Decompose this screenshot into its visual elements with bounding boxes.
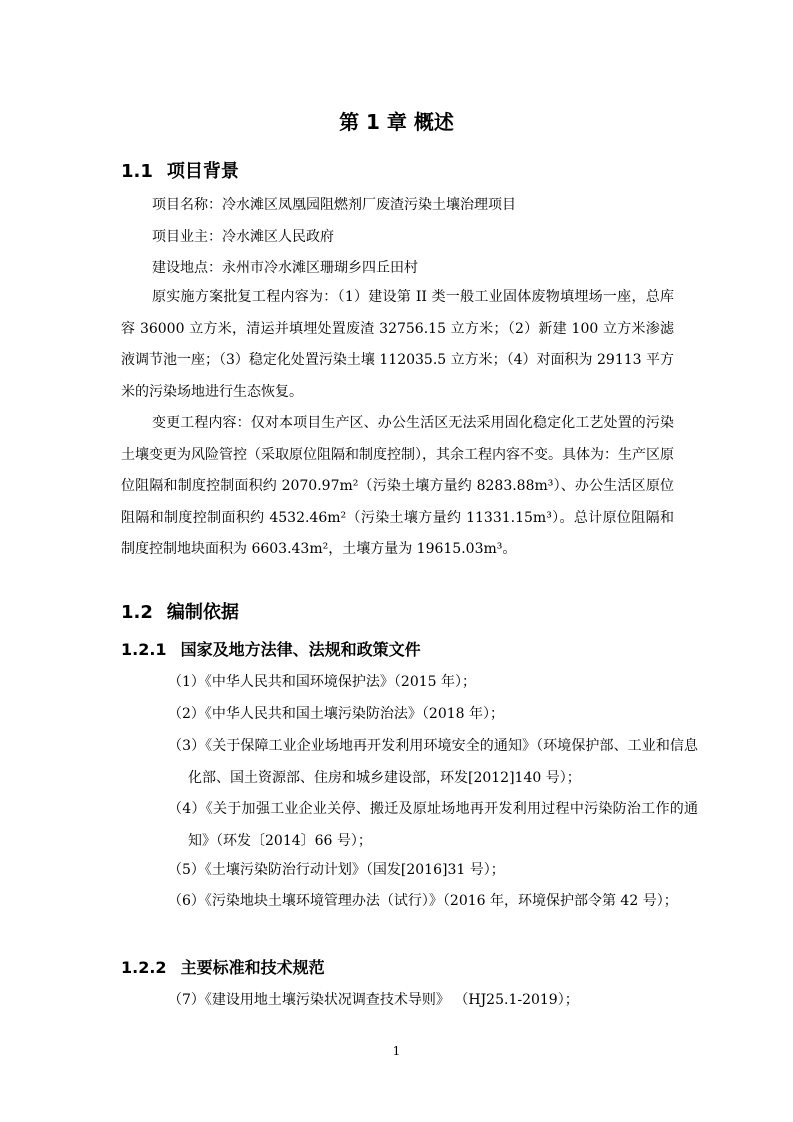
section-title: 国家及地方法律、法规和政策文件 (180, 640, 421, 659)
chapter-title: 第 1 章 概述 (339, 110, 454, 134)
page-number: 1 (392, 1044, 401, 1058)
section-number: 1.2 (121, 602, 153, 623)
reference-item-5: （5）《土壤污染防治行动计划》（国发[2016]31 号）； (168, 862, 505, 878)
reference-item-7: （7）《建设用地土壤污染状况调查技术导则》 （HJ25.1-2019）； (168, 992, 579, 1008)
reference-item-1: （1）《中华人民共和国环境保护法》（2015 年）； (168, 674, 476, 690)
project-site-value: 永州市冷水滩区珊瑚乡四丘田村 (222, 260, 418, 276)
reference-item-2: （2）《中华人民共和国土壤污染防治法》（2018 年）； (168, 706, 504, 722)
section-title: 编制依据 (166, 602, 239, 623)
section-heading-1-1 (121, 157, 239, 183)
section-heading-1-2-1 (121, 637, 421, 660)
reference-item-4: （4）《关于加强工业企业关停、搬迁及原址场地再开发利用过程中污染防治工作的通知》（环发〔2014〕66 号）； (168, 801, 698, 849)
original-scope-paragraph: 原实施方案批复工程内容为：（1）建设第 II 类一般工业固体废物填埋场一座，总库容 36000 立方米，清运并填埋处置废渣 32756.15 立方米；（2）新建 100 立方米渗滤液调节池一座；（3）稳定化处置污染土壤 112035.5 立方米；（4）对面积为 29113 平方米的污染场地进行生态恢复。 (121, 289, 674, 400)
section-heading-1-2 (121, 598, 239, 624)
change-scope-paragraph: 变更工程内容：仅对本项目生产区、办公生活区无法采用固化稳定化工艺处置的污染土壤变更为风险管控（采取原位阻隔和制度控制），其余工程内容不变。具体为：生产区原位阻隔和制度控制面积约 2070.97m²（污染土壤方量约 8283.88m³）、办公生活区原位阻隔和制度控制面积约 4532.46m²（污染土壤方量约 11331.15m³）。总计原位阻隔和制度控制地块面积为 6603.43m²，土壤方量为 19615.03m³。 (121, 415, 674, 557)
project-site-line (152, 257, 418, 277)
section-number: 1.2.1 (121, 640, 167, 659)
project-name-line (152, 194, 516, 214)
section-number: 1.1 (121, 161, 153, 182)
reference-item-6: （6）《污染地块土壤环境管理办法（试行）》（2016 年，环境保护部令第 42 号）； (168, 893, 678, 909)
section-number: 1.2.2 (121, 958, 167, 977)
reference-item-3: （3）《关于保障工业企业场地再开发利用环境安全的通知》（环境保护部、工业和信息化部、国土资源部、住房和城乡建设部，环发[2012]140 号）； (168, 738, 698, 786)
project-name-value: 冷水滩区凤凰园阻燃剂厂废渣污染土壤治理项目 (222, 197, 516, 213)
project-site-label: 建设地点： (152, 260, 222, 276)
project-owner-line (152, 226, 334, 246)
project-name-label: 项目名称： (152, 197, 222, 213)
section-title: 项目背景 (166, 161, 239, 182)
section-heading-1-2-2 (121, 955, 325, 978)
section-title: 主要标准和技术规范 (180, 958, 325, 977)
project-owner-label: 项目业主： (152, 229, 222, 245)
project-owner-value: 冷水滩区人民政府 (222, 229, 334, 245)
